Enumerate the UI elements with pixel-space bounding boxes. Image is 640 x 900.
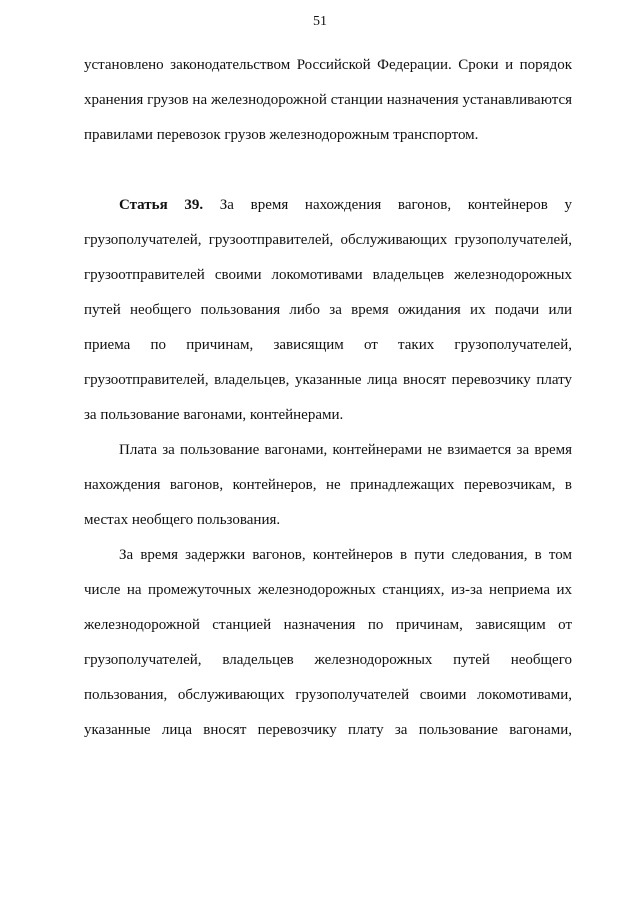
article-39-text: За время нахождения вагонов, контейнеров у грузополучателей, грузоотправителей, обслуживающих грузополучателей, грузоотправителей своими локомотивами владельцев железнодорожных путей необщего пользования либо за время ожидания их подачи или приема по причинам, зависящим от таких грузополучателей, грузоотправителей, владельцев, указанные лица вносят перевозчику плату за пользование вагонами, контейнерами. bbox=[84, 197, 572, 423]
document-body bbox=[84, 48, 572, 748]
paragraph-3: Плата за пользование вагонами, контейнерами не взимается за время нахождения вагонов, контейнеров, не принадлежащих перевозчикам, в местах необщего пользования. bbox=[84, 442, 572, 528]
paragraph-4: За время задержки вагонов, контейнеров в пути следования, в том числе на промежуточных железнодорожных станциях, из-за неприема их железнодорожной станцией назначения по причинам, зависящим от грузополучателей, владельцев железнодорожных путей необщего пользования, обслуживающих грузополучателей своими локомотивами, указанные лица вносят перевозчику плату за пользование вагонами, bbox=[84, 547, 572, 738]
page-number: 51 bbox=[313, 14, 327, 29]
paragraph-spacer bbox=[84, 153, 572, 188]
paragraph-1: установлено законодательством Российской Федерации. Сроки и порядок хранения грузов на железнодорожной станции назначения устанавливаются правилами перевозок грузов железнодорожным транспортом. bbox=[84, 57, 572, 143]
article-39-paragraph bbox=[84, 188, 572, 433]
article-heading: Статья 39. bbox=[119, 197, 204, 213]
